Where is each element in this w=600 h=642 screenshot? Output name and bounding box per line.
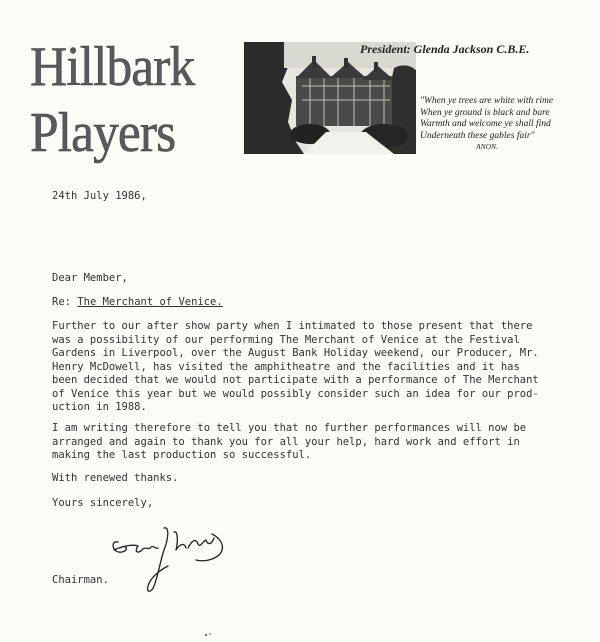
letter-date: 24th July 1986, <box>52 190 147 202</box>
signatory-title: Chairman. <box>52 574 109 586</box>
paragraph-line: arranged and again to thank you for all your help, hard work and effort in <box>52 435 520 448</box>
paragraph-1 <box>52 320 572 415</box>
handwritten-signature <box>108 520 248 600</box>
hillbark-house-photo <box>244 42 416 154</box>
poem-line: Warmth and welcome ye shall find <box>420 119 551 129</box>
poem-line: Underneath these gables fair" <box>420 130 535 141</box>
paragraph-2 <box>52 422 572 463</box>
president-line: President: Glenda Jackson C.B.E. <box>360 42 530 56</box>
poem-attribution: ANON. <box>476 142 498 151</box>
closing-thanks: With renewed thanks. <box>52 472 179 484</box>
poem-line: When ye ground is black and bare <box>420 107 550 118</box>
paragraph-line: uction in 1988. <box>52 401 147 413</box>
hillbark-players-logo <box>30 35 240 175</box>
subject-prefix: Re: <box>52 296 78 308</box>
paper-speck <box>204 632 214 638</box>
subject-line <box>52 296 223 309</box>
paragraph-line: been decided that we would not participate with a performance of The Merchant <box>52 374 539 386</box>
poem-line: "When ye trees are white with rime <box>420 96 554 106</box>
closing-sincerely: Yours sincerely, <box>52 497 154 509</box>
paragraph-line: Gardens in Liverpool, over the August Bank Holiday weekend, our Producer, Mr. <box>52 347 539 359</box>
logo-line-2: Players <box>30 102 176 164</box>
paragraph-line: of Venice this year but we would possibly consider such an idea for our prod- <box>52 387 539 400</box>
paragraph-line: Further to our after show party when I intimated to those present that there <box>52 320 533 332</box>
paragraph-line: making the last production so successful. <box>52 449 312 461</box>
logo-line-1: Hillbark <box>30 36 195 98</box>
paragraph-line: I am writing therefore to tell you that no further performances will now be <box>52 422 527 434</box>
salutation: Dear Member, <box>52 272 128 284</box>
paragraph-line: was a possibility of our performing The Merchant of Venice at the Festival <box>52 333 520 346</box>
subject-title: The Merchant of Venice. <box>77 296 223 308</box>
poem-verse <box>420 96 595 152</box>
paragraph-line: Henry McDowell, has visited the amphitheatre and the facilities and it has <box>52 360 520 373</box>
